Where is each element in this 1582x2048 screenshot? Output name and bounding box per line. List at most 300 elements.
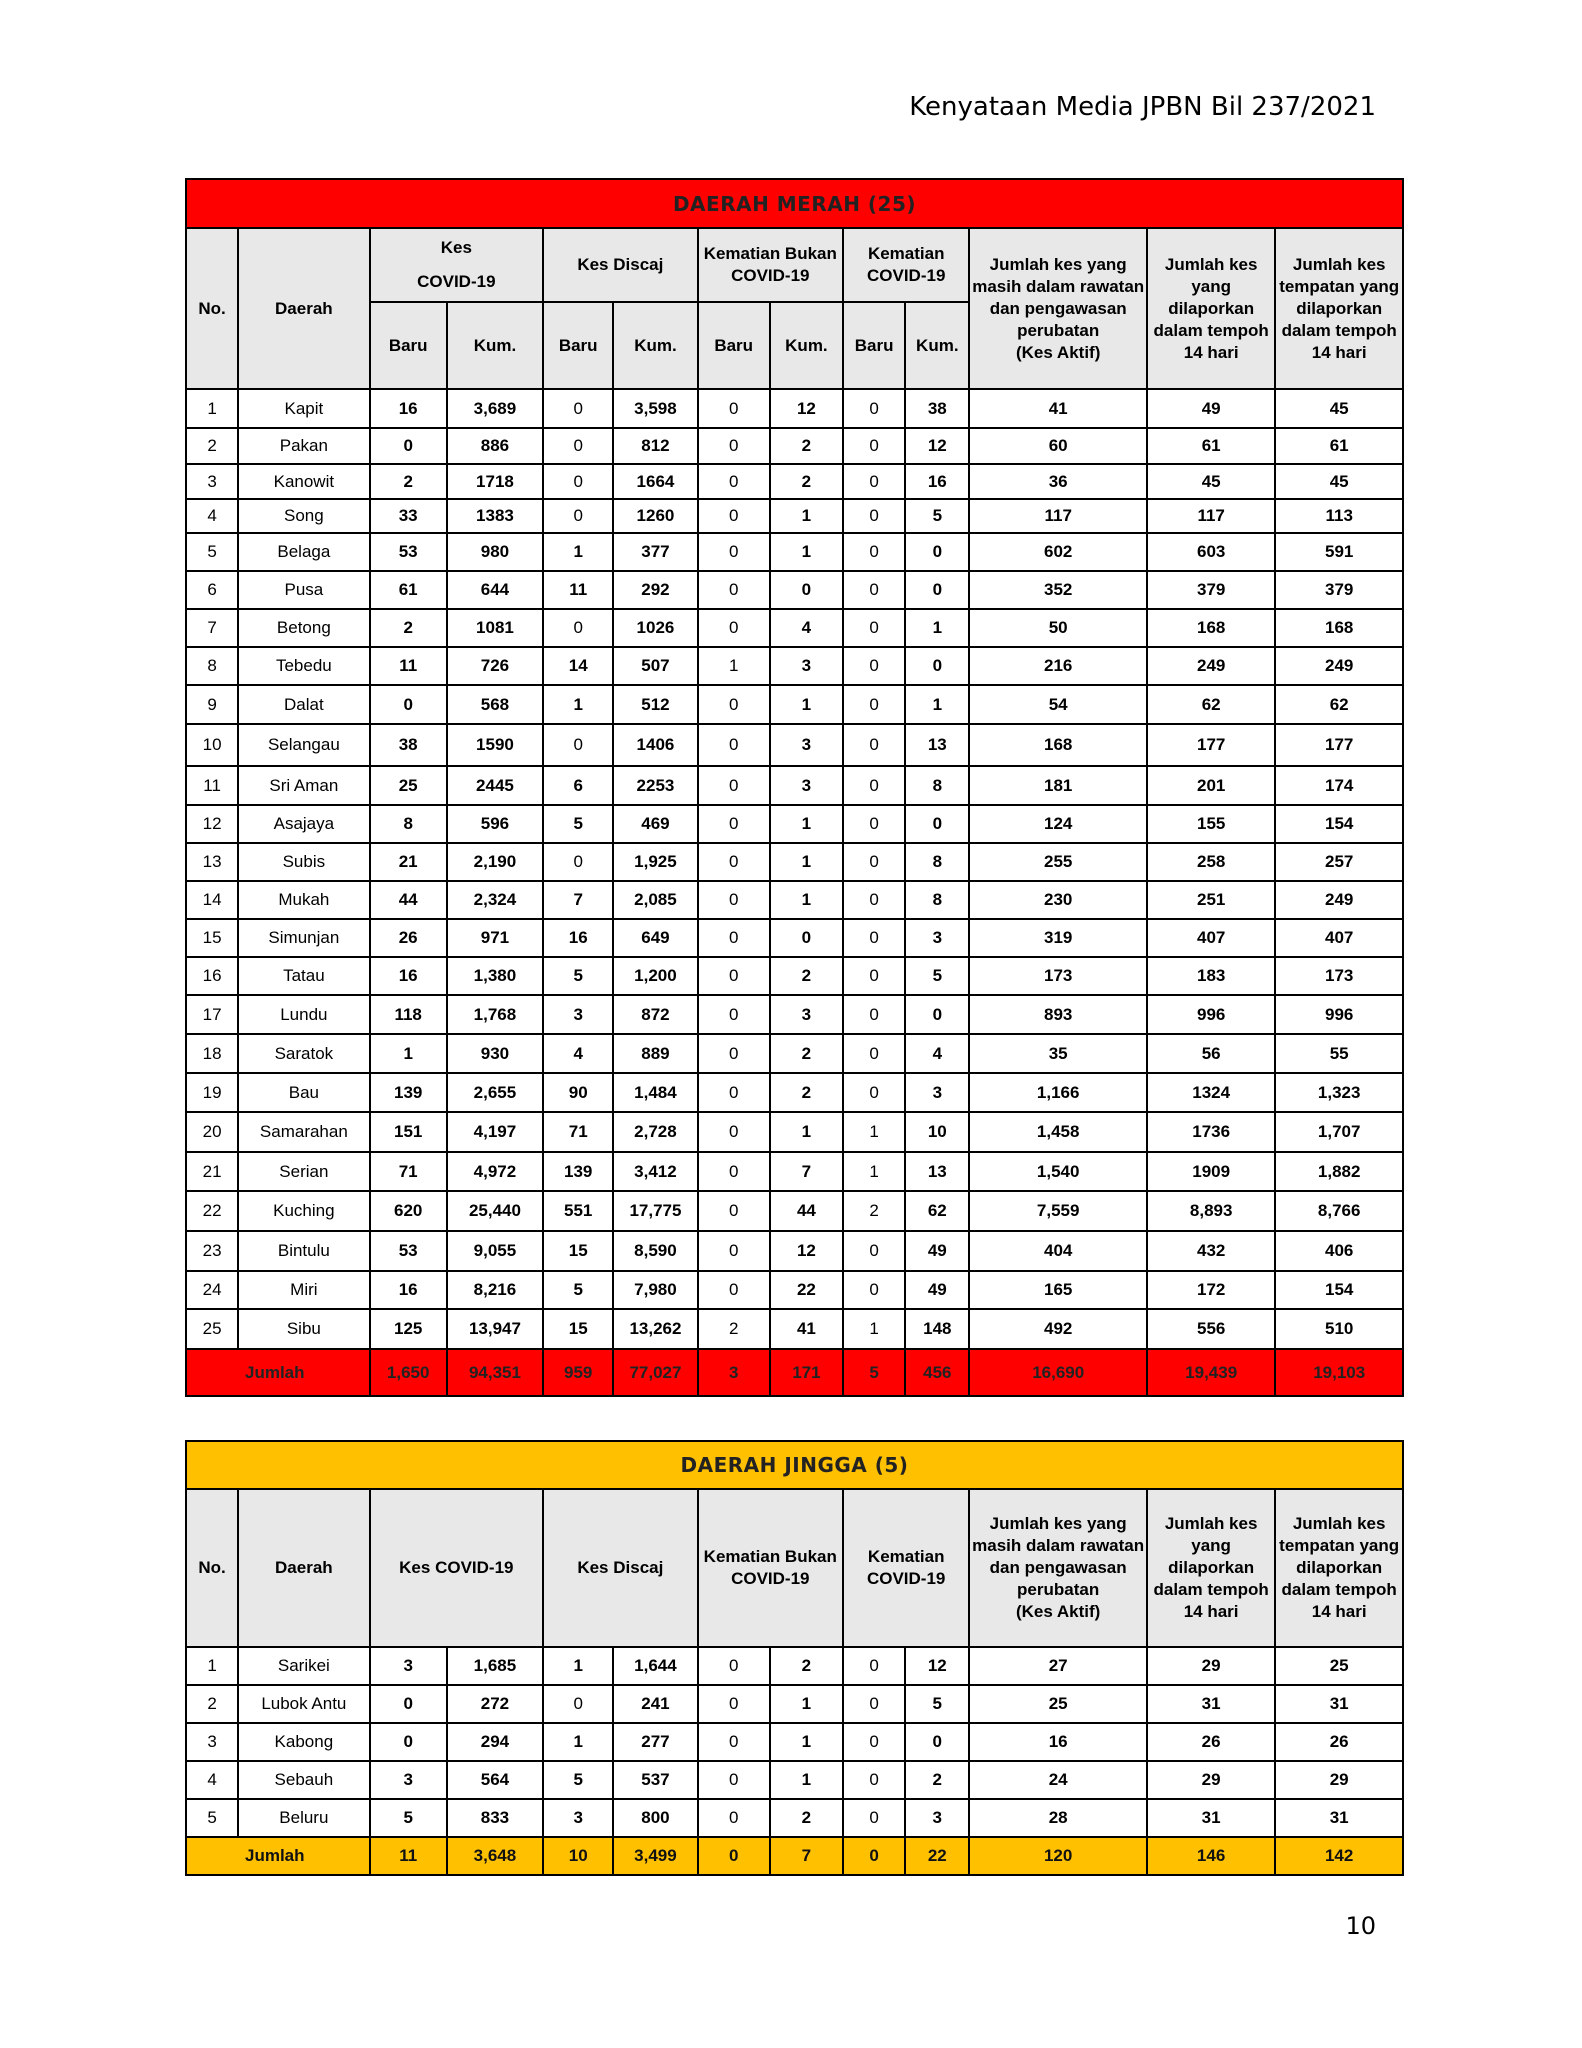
data-cell: 4 [905,1034,969,1073]
col-kes-line1: Kes [440,238,472,257]
data-cell: 168 [1147,609,1275,647]
data-cell: 596 [447,805,543,843]
data-cell: 2 [770,464,843,499]
col-aktif-l5: (Kes Aktif) [1015,1602,1101,1621]
data-cell: 0 [698,766,770,805]
data-cell: 255 [969,843,1147,881]
data-cell: 173 [1275,957,1403,995]
data-cell: 2,728 [613,1112,697,1152]
data-cell: 0 [698,1685,770,1723]
table-row [186,805,1403,843]
data-cell: 1 [770,881,843,919]
data-cell: 201 [1147,766,1275,805]
table-row [186,1799,1403,1837]
col-aktif-l1: Jumlah kes yang [989,1514,1127,1533]
data-cell: 0 [905,533,969,571]
district-name: Betong [238,609,369,647]
district-name: Sebauh [238,1761,369,1799]
data-cell: 1,200 [613,957,697,995]
data-cell: 165 [969,1271,1147,1309]
col-kematian-line1: Kematian [867,1547,945,1566]
col-aktif-l1: Jumlah kes yang [989,254,1127,274]
data-cell: 3 [543,995,613,1034]
data-cell: 0 [905,805,969,843]
district-name: Sarikei [238,1647,369,1685]
data-cell: 1406 [613,724,697,766]
page-number: 10 [1345,1912,1376,1940]
data-cell: 0 [843,766,905,805]
table-row [186,919,1403,957]
data-cell: 1 [543,1647,613,1685]
col-lapor-l4: dalam tempoh [1153,320,1269,340]
data-cell: 1383 [447,499,543,533]
col-tempatan-l2: tempatan yang [1279,1536,1400,1555]
row-number: 22 [186,1191,238,1231]
table-row [186,533,1403,571]
col-kematian-bukan [698,1489,843,1647]
row-number: 24 [186,1271,238,1309]
col-kematian-line2: COVID-19 [867,266,946,285]
total-cell: 11 [370,1837,447,1875]
total-cell: 22 [905,1837,969,1875]
data-cell: 649 [613,919,697,957]
data-cell: 8 [905,766,969,805]
data-cell: 139 [370,1073,447,1112]
data-cell: 62 [1275,685,1403,724]
data-cell: 2,324 [447,881,543,919]
table-row [186,766,1403,805]
data-cell: 2 [770,957,843,995]
data-cell: 0 [843,499,905,533]
col-kes-aktif [969,1489,1147,1647]
col-kes-discaj: Kes Discaj [543,228,697,302]
data-cell: 62 [1147,685,1275,724]
data-cell: 1 [543,533,613,571]
data-cell: 0 [543,843,613,881]
data-cell: 0 [698,957,770,995]
data-cell: 16 [969,1723,1147,1761]
data-cell: 0 [843,685,905,724]
data-cell: 3 [770,724,843,766]
data-cell: 886 [447,428,543,464]
data-cell: 53 [370,533,447,571]
data-cell: 17,775 [613,1191,697,1231]
data-cell: 407 [1275,919,1403,957]
data-cell: 603 [1147,533,1275,571]
data-cell: 930 [447,1034,543,1073]
data-cell: 1 [905,685,969,724]
data-cell: 272 [447,1685,543,1723]
daerah-merah-table [185,178,1404,1397]
data-cell: 971 [447,919,543,957]
data-cell: 33 [370,499,447,533]
col-kematian-line2: COVID-19 [866,1569,946,1588]
data-cell: 0 [698,609,770,647]
data-cell: 151 [370,1112,447,1152]
data-cell: 1,925 [613,843,697,881]
data-cell: 0 [843,609,905,647]
data-cell: 5 [543,1271,613,1309]
data-cell: 379 [1275,571,1403,609]
row-number: 11 [186,766,238,805]
data-cell: 2,655 [447,1073,543,1112]
data-cell: 3 [770,766,843,805]
data-cell: 7 [543,881,613,919]
data-cell: 2253 [613,766,697,805]
row-number: 2 [186,1685,238,1723]
district-name: Bau [238,1073,369,1112]
data-cell: 25 [370,766,447,805]
data-cell: 1 [770,843,843,881]
data-cell: 31 [1147,1685,1275,1723]
row-number: 2 [186,428,238,464]
data-cell: 406 [1275,1231,1403,1271]
total-cell: 3 [698,1349,770,1396]
total-cell: 5 [843,1349,905,1396]
data-cell: 55 [1275,1034,1403,1073]
row-number: 5 [186,1799,238,1837]
col-tempatan-l4: dalam tempoh [1281,1580,1397,1599]
data-cell: 2 [770,1073,843,1112]
data-cell: 1664 [613,464,697,499]
data-cell: 1909 [1147,1152,1275,1191]
data-cell: 512 [613,685,697,724]
data-cell: 1 [843,1152,905,1191]
col-aktif-l2: masih dalam rawatan [972,276,1145,296]
total-cell: 94,351 [447,1349,543,1396]
row-number: 7 [186,609,238,647]
table-row [186,685,1403,724]
district-name: Dalat [238,685,369,724]
data-cell: 257 [1275,843,1403,881]
data-cell: 12 [905,428,969,464]
data-cell: 1 [770,1112,843,1152]
district-name: Miri [238,1271,369,1309]
table-row [186,609,1403,647]
data-cell: 0 [698,881,770,919]
data-cell: 5 [543,1761,613,1799]
data-cell: 2 [905,1761,969,1799]
table-row [186,1231,1403,1271]
district-name: Samarahan [238,1112,369,1152]
sub-kum: Kum. [447,302,543,389]
data-cell: 13 [905,724,969,766]
data-cell: 49 [1147,389,1275,428]
data-cell: 0 [843,1685,905,1723]
table-row [186,1723,1403,1761]
data-cell: 2 [370,464,447,499]
data-cell: 172 [1147,1271,1275,1309]
data-cell: 61 [370,571,447,609]
data-cell: 11 [370,647,447,685]
data-cell: 3 [370,1761,447,1799]
data-cell: 0 [698,1231,770,1271]
data-cell: 26 [1147,1723,1275,1761]
col-lapor-l2: yang [1191,1536,1231,1555]
data-cell: 1 [370,1034,447,1073]
data-cell: 5 [543,957,613,995]
total-cell: 142 [1275,1837,1403,1875]
row-number: 6 [186,571,238,609]
row-number: 1 [186,1647,238,1685]
data-cell: 3,689 [447,389,543,428]
data-cell: 5 [370,1799,447,1837]
district-name: Beluru [238,1799,369,1837]
data-cell: 8 [905,843,969,881]
data-cell: 45 [1275,464,1403,499]
col-lapor-l2: yang [1191,276,1232,296]
col-kes-covid: Kes COVID-19 [370,1489,544,1647]
data-cell: 833 [447,1799,543,1837]
total-row [186,1349,1403,1396]
data-cell: 61 [1275,428,1403,464]
data-cell: 148 [905,1309,969,1349]
total-row [186,1837,1403,1875]
table-row [186,647,1403,685]
row-number: 15 [186,919,238,957]
sub-kum: Kum. [905,302,969,389]
data-cell: 249 [1147,647,1275,685]
data-cell: 0 [698,428,770,464]
data-cell: 14 [543,647,613,685]
data-cell: 2 [770,1034,843,1073]
data-cell: 1 [905,609,969,647]
data-cell: 0 [698,1647,770,1685]
data-cell: 3 [543,1799,613,1837]
total-cell: 959 [543,1349,613,1396]
data-cell: 1,685 [447,1647,543,1685]
col-aktif-l3: dan pengawasan [989,298,1127,318]
data-cell: 216 [969,647,1147,685]
district-name: Kapit [238,389,369,428]
data-cell: 2 [843,1191,905,1231]
data-cell: 12 [770,389,843,428]
total-cell: 10 [543,1837,613,1875]
data-cell: 5 [905,957,969,995]
data-cell: 5 [905,499,969,533]
data-cell: 294 [447,1723,543,1761]
data-cell: 154 [1275,805,1403,843]
data-cell: 13,262 [613,1309,697,1349]
table-row [186,464,1403,499]
data-cell: 1,380 [447,957,543,995]
row-number: 9 [186,685,238,724]
row-number: 18 [186,1034,238,1073]
col-kes-discaj: Kes Discaj [543,1489,697,1647]
data-cell: 404 [969,1231,1147,1271]
data-cell: 352 [969,571,1147,609]
data-cell: 980 [447,533,543,571]
col-tempatan-l1: Jumlah kes [1292,254,1386,274]
data-cell: 1,484 [613,1073,697,1112]
data-cell: 90 [543,1073,613,1112]
data-cell: 53 [370,1231,447,1271]
data-cell: 1081 [447,609,543,647]
data-cell: 0 [698,1271,770,1309]
table-row [186,995,1403,1034]
data-cell: 45 [1275,389,1403,428]
table-title: DAERAH MERAH (25) [186,179,1403,228]
data-cell: 10 [905,1112,969,1152]
data-cell: 0 [698,1723,770,1761]
data-cell: 29 [1147,1647,1275,1685]
data-cell: 2 [698,1309,770,1349]
row-number: 20 [186,1112,238,1152]
data-cell: 38 [370,724,447,766]
data-cell: 1,707 [1275,1112,1403,1152]
district-name: Serian [238,1152,369,1191]
data-cell: 0 [843,995,905,1034]
data-cell: 8,766 [1275,1191,1403,1231]
data-cell: 0 [543,389,613,428]
data-cell: 0 [905,995,969,1034]
data-cell: 25,440 [447,1191,543,1231]
data-cell: 1718 [447,464,543,499]
data-cell: 0 [843,1073,905,1112]
data-cell: 1 [770,533,843,571]
data-cell: 1,768 [447,995,543,1034]
total-cell: 1,650 [370,1349,447,1396]
data-cell: 8,893 [1147,1191,1275,1231]
data-cell: 0 [698,805,770,843]
data-cell: 155 [1147,805,1275,843]
col-tempatan-l3: dilaporkan [1296,298,1383,318]
data-cell: 1,540 [969,1152,1147,1191]
data-cell: 3 [770,995,843,1034]
data-cell: 7,980 [613,1271,697,1309]
data-cell: 377 [613,533,697,571]
document-header: Kenyataan Media JPBN Bil 237/2021 [909,92,1376,122]
row-number: 5 [186,533,238,571]
col-kes-line2: COVID-19 [417,272,496,291]
data-cell: 26 [1275,1723,1403,1761]
data-cell: 7,559 [969,1191,1147,1231]
data-cell: 168 [969,724,1147,766]
data-cell: 124 [969,805,1147,843]
data-cell: 1,323 [1275,1073,1403,1112]
data-cell: 113 [1275,499,1403,533]
data-cell: 125 [370,1309,447,1349]
data-cell: 0 [843,389,905,428]
sub-baru: Baru [843,302,905,389]
data-cell: 0 [843,647,905,685]
district-name: Lubok Antu [238,1685,369,1723]
col-kes-aktif [969,228,1147,389]
data-cell: 154 [1275,1271,1403,1309]
total-cell: 146 [1147,1837,1275,1875]
data-cell: 644 [447,571,543,609]
data-cell: 28 [969,1799,1147,1837]
data-cell: 996 [1147,995,1275,1034]
data-cell: 0 [543,499,613,533]
data-cell: 2 [770,428,843,464]
data-cell: 432 [1147,1231,1275,1271]
col-kematian-bukan-line2: COVID-19 [731,1569,810,1588]
row-number: 17 [186,995,238,1034]
data-cell: 139 [543,1152,613,1191]
row-number: 4 [186,1761,238,1799]
total-cell: 19,103 [1275,1349,1403,1396]
table-row [186,1685,1403,1723]
total-cell: 456 [905,1349,969,1396]
col-tempatan-l1: Jumlah kes [1292,1514,1386,1533]
col-lapor-l3: dilaporkan [1168,1558,1255,1577]
data-cell: 44 [370,881,447,919]
data-cell: 15 [543,1309,613,1349]
data-cell: 0 [843,1271,905,1309]
district-name: Mukah [238,881,369,919]
district-name: Saratok [238,1034,369,1073]
data-cell: 3 [905,919,969,957]
data-cell: 1 [770,685,843,724]
data-cell: 510 [1275,1309,1403,1349]
data-cell: 31 [1275,1685,1403,1723]
data-cell: 29 [1275,1761,1403,1799]
col-no: No. [186,1489,238,1647]
col-tempatan-l5: 14 hari [1311,1602,1367,1621]
table-row [186,1647,1403,1685]
data-cell: 0 [698,685,770,724]
data-cell: 0 [843,1723,905,1761]
data-cell: 0 [698,533,770,571]
col-kematian [843,1489,969,1647]
col-tempatan-l2: tempatan yang [1279,276,1400,296]
data-cell: 49 [905,1271,969,1309]
data-cell: 0 [905,1723,969,1761]
data-cell: 0 [843,1799,905,1837]
data-cell: 893 [969,995,1147,1034]
data-cell: 602 [969,533,1147,571]
col-tempatan-l4: dalam tempoh [1281,320,1397,340]
data-cell: 3 [770,647,843,685]
district-name: Belaga [238,533,369,571]
col-kematian-bukan-line1: Kematian Bukan [703,244,837,263]
data-cell: 0 [843,428,905,464]
table-title: DAERAH JINGGA (5) [186,1441,1403,1489]
data-cell: 620 [370,1191,447,1231]
row-number: 23 [186,1231,238,1271]
data-cell: 996 [1275,995,1403,1034]
col-kematian-line1: Kematian [867,244,945,263]
data-cell: 1 [770,1685,843,1723]
total-cell: 120 [969,1837,1147,1875]
col-daerah: Daerah [238,228,369,389]
data-cell: 0 [905,647,969,685]
table-row [186,1309,1403,1349]
data-cell: 1 [843,1112,905,1152]
data-cell: 1 [543,1723,613,1761]
data-cell: 0 [843,724,905,766]
data-cell: 2445 [447,766,543,805]
data-cell: 3,412 [613,1152,697,1191]
district-name: Pusa [238,571,369,609]
data-cell: 0 [698,389,770,428]
data-cell: 800 [613,1799,697,1837]
data-cell: 249 [1275,881,1403,919]
data-cell: 174 [1275,766,1403,805]
data-cell: 1 [698,647,770,685]
data-cell: 591 [1275,533,1403,571]
row-number: 21 [186,1152,238,1191]
data-cell: 4,972 [447,1152,543,1191]
data-cell: 41 [770,1309,843,1349]
col-kematian-bukan-line2: COVID-19 [731,266,810,285]
data-cell: 177 [1275,724,1403,766]
data-cell: 8 [370,805,447,843]
data-cell: 0 [843,571,905,609]
total-label: Jumlah [186,1837,370,1875]
daerah-jingga-table [185,1440,1404,1876]
